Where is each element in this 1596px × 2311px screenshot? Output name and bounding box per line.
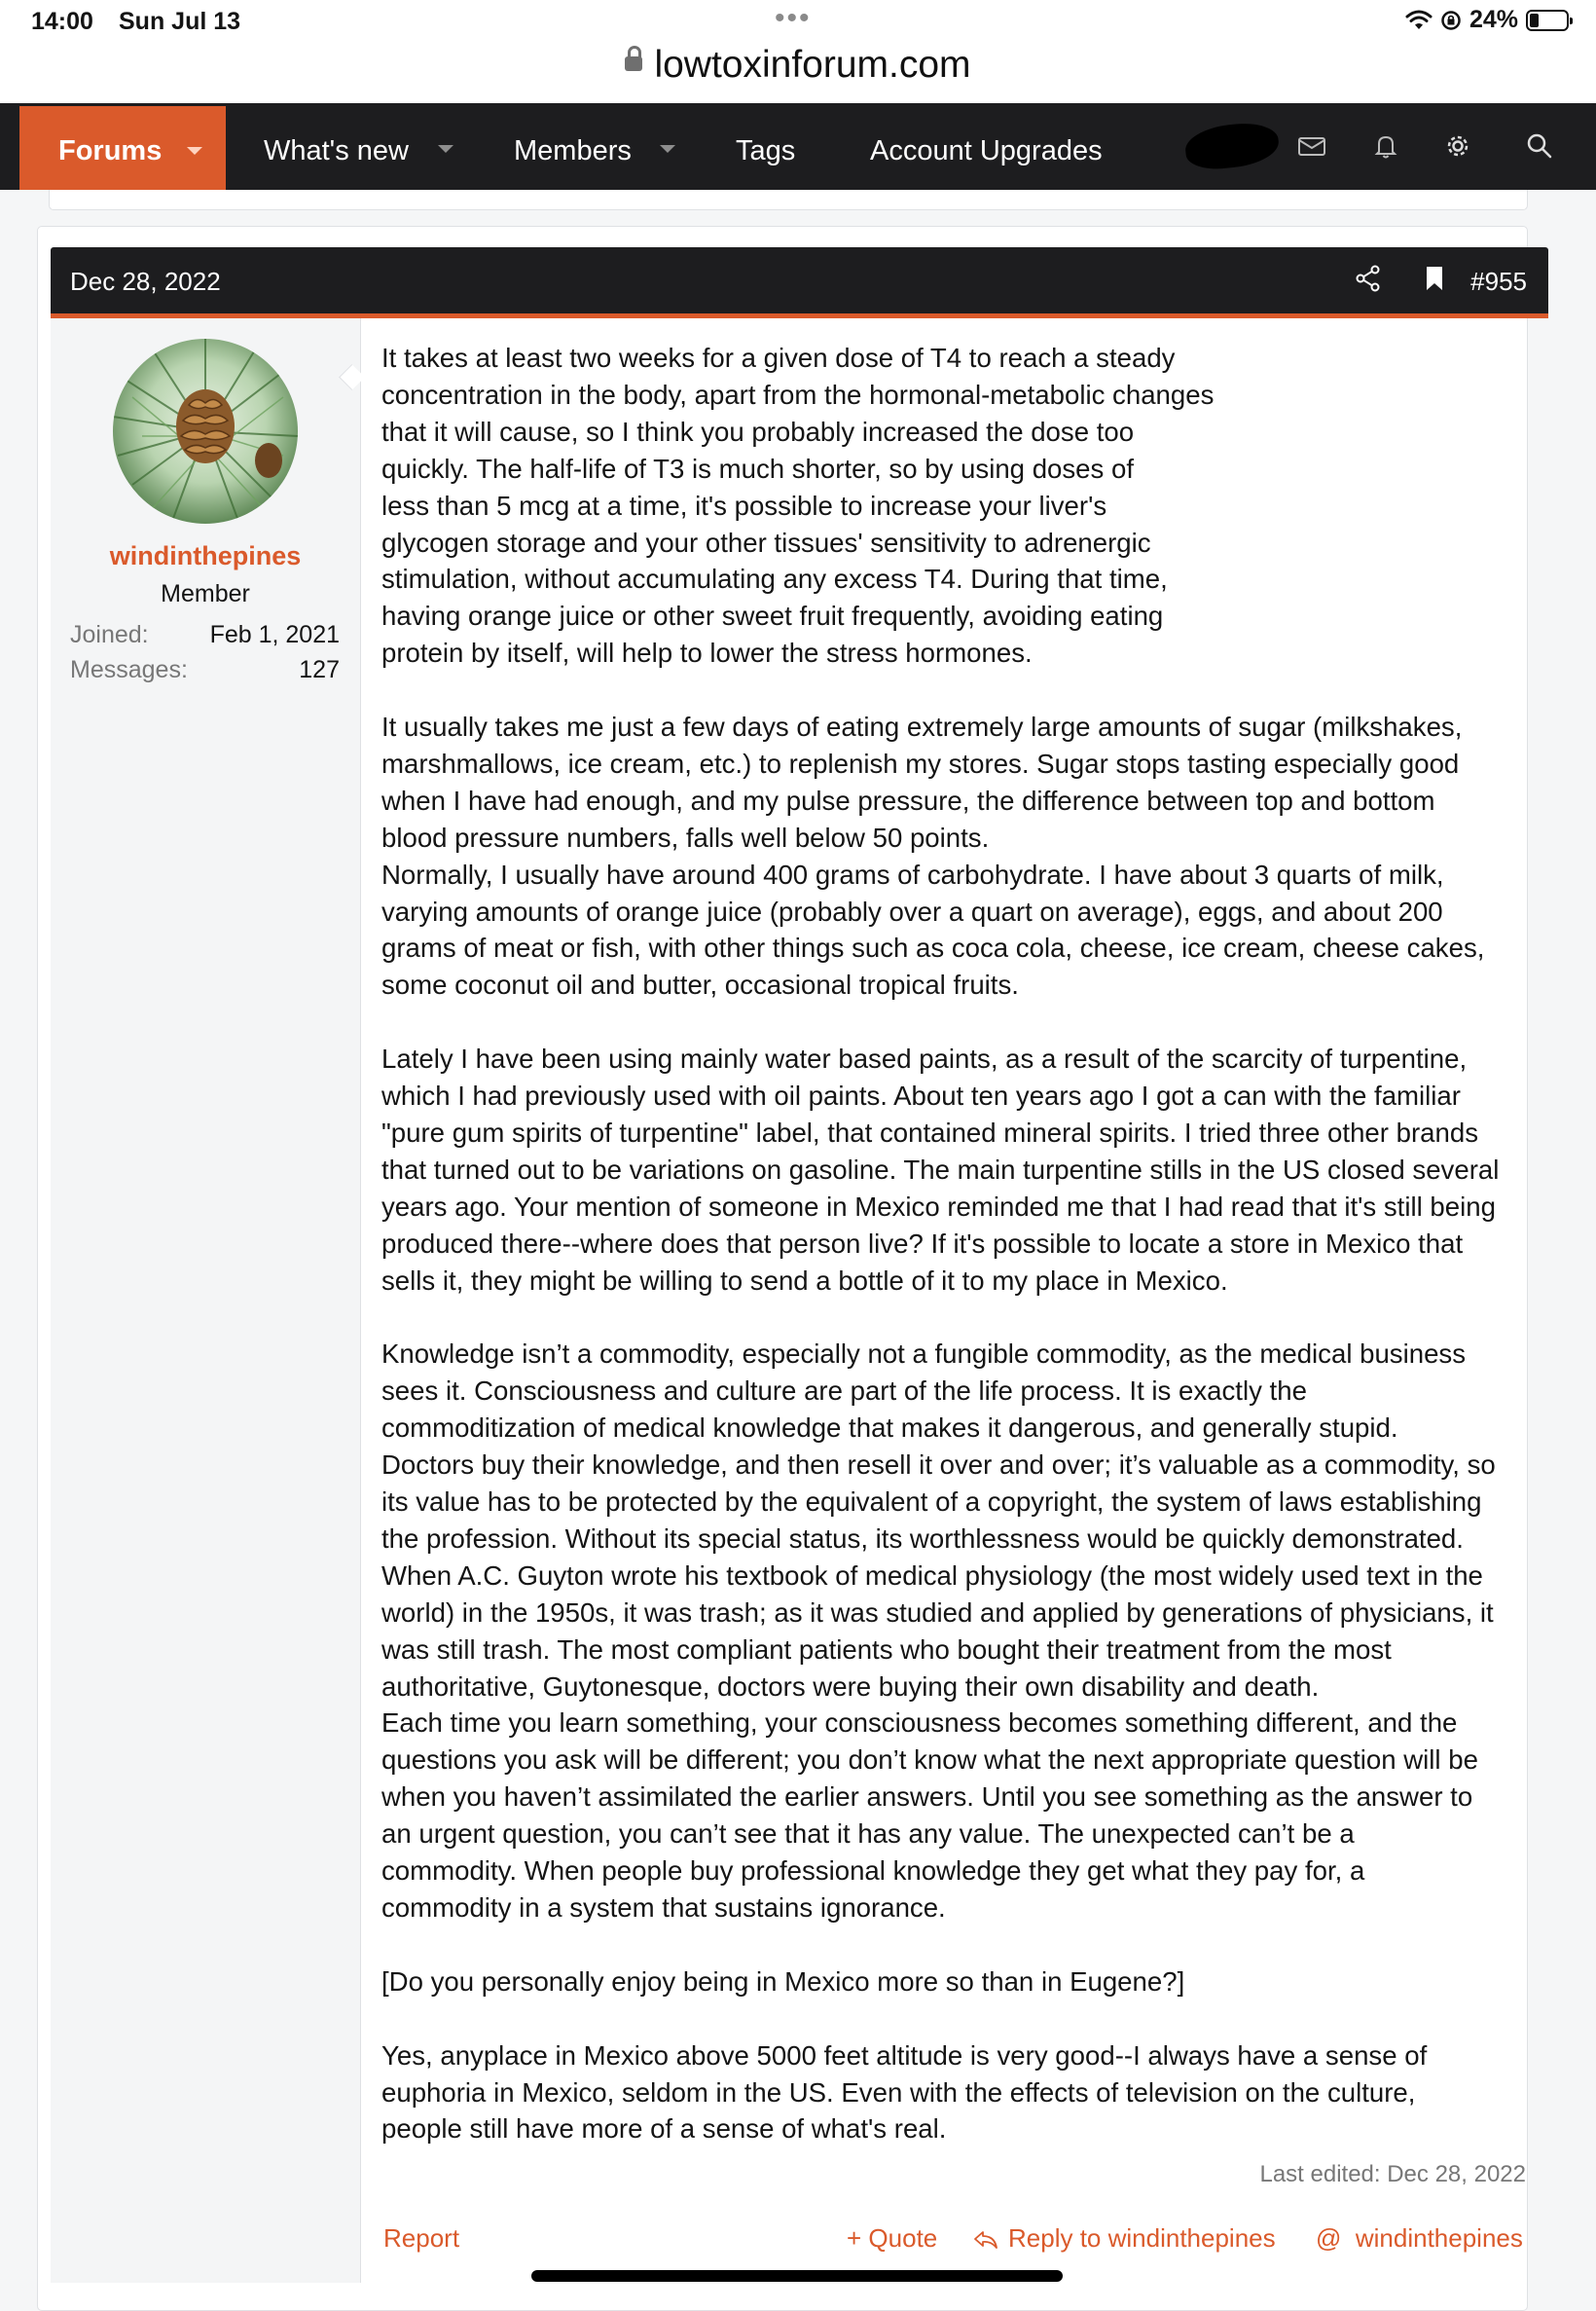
home-indicator[interactable]	[531, 2270, 1063, 2282]
mention-button[interactable]	[1316, 2223, 1523, 2254]
post-body	[381, 340, 1530, 2147]
status-date: Sun Jul 13	[119, 8, 241, 35]
reply-label: Reply to windinthepines	[1008, 2223, 1276, 2253]
status-bar	[0, 0, 1596, 39]
site-navbar	[0, 103, 1596, 190]
post-text-line: Each time you learn something, your consciousness becomes something different, and the	[381, 1707, 1458, 1739]
post-text-line: quickly. The half-life of T3 is much shorter, so by using doses of	[381, 453, 1135, 484]
post-text-line: its value has to be protected by the equivalent of a copyright, the system of laws establishing	[381, 1486, 1482, 1518]
mention-label: windinthepines	[1355, 2223, 1523, 2253]
post-text-line: grams of meat or fish, with other things such as coca cola, cheese, ice cream, cheese cakes,	[381, 933, 1485, 964]
wifi-icon	[1405, 10, 1433, 31]
nav-forums-label: Forums	[58, 135, 163, 166]
quote-label: Quote	[868, 2223, 938, 2253]
redacted-avatar[interactable]	[1183, 120, 1281, 172]
multitask-dots-icon[interactable]: •••	[775, 2, 812, 34]
post-text-line: the profession. Without its special status, its worthlessness would be quickly demonstrated.	[381, 1522, 1464, 1554]
address-bar[interactable]	[0, 39, 1596, 103]
post-text-line: Doctors buy their knowledge, and then resell it over and over; it’s valuable as a commodity, so	[381, 1449, 1496, 1481]
battery-percent: 24%	[1469, 6, 1518, 33]
messages-value[interactable]: 127	[299, 656, 340, 683]
post-text-line: euphoria in Mexico, seldom in the US. Even with the effects of television on the culture,	[381, 2076, 1416, 2108]
battery-icon	[1526, 10, 1569, 31]
post-text-line: marshmallows, ice cream, etc.) to replenish my stores. Sugar stops tasting especially good	[381, 748, 1460, 779]
last-edited[interactable]: Last edited: Dec 28, 2022	[1259, 2161, 1526, 2187]
nav-forums[interactable]	[19, 106, 226, 190]
previous-post-edge	[49, 190, 1528, 210]
screen-lock-icon	[1440, 10, 1462, 31]
post-text-line: sees it. Consciousness and culture are part of the life process. It is exactly the	[381, 1376, 1307, 1407]
reply-button[interactable]	[973, 2223, 1276, 2254]
post-text-line: glycogen storage and your other tissues' sensitivity to adrenergic	[381, 527, 1151, 558]
pinecone-avatar-image	[113, 339, 298, 524]
post-text-line: Normally, I usually have around 400 grams of carbohydrate. I have about 3 quarts of milk,	[381, 859, 1444, 890]
post-text-line: that turned out to be variations on gasoline. The main turpentine stills in the US closed several	[381, 1154, 1500, 1185]
nav-whats-new[interactable]: What's new	[264, 135, 409, 166]
post-text-line: concentration in the body, apart from the hormonal-metabolic changes	[381, 379, 1215, 410]
chevron-down-icon[interactable]	[660, 145, 675, 153]
post-number[interactable]: #955	[1470, 267, 1527, 296]
post-paragraph	[381, 340, 1530, 672]
post-text-line: people still have more of a sense of what's real.	[381, 2113, 947, 2145]
quote-button[interactable]	[847, 2223, 937, 2254]
messages-label: Messages:	[70, 656, 188, 683]
gear-icon[interactable]	[1442, 130, 1473, 162]
envelope-icon[interactable]	[1296, 130, 1327, 162]
post-text-line: world) in the 1950s, it was trash; as it was studied and applied by generations of physicians, it	[381, 1596, 1494, 1628]
chevron-down-icon[interactable]	[187, 147, 202, 155]
lock-icon	[625, 56, 642, 71]
post-text-line: It takes at least two weeks for a given dose of T4 to reach a steady	[381, 343, 1176, 373]
post-text-line: that it will cause, so I think you probably increased the dose too	[381, 416, 1135, 447]
post-paragraph	[381, 1336, 1530, 1926]
post-text-line: It usually takes me just a few days of eating extremely large amounts of sugar (milkshakes,	[381, 712, 1463, 743]
user-sidebar	[51, 318, 361, 2283]
post-text-line: Knowledge isn’t a commodity, especially not a fungible commodity, as the medical business	[381, 1339, 1467, 1370]
post-text-line: blood pressure numbers, falls well below 50 points.	[381, 822, 990, 853]
post-text-line: was still trash. The most compliant patients who bought their treatment from the most	[381, 1633, 1392, 1665]
nav-tags[interactable]: Tags	[736, 135, 796, 166]
joined-label: Joined:	[70, 621, 149, 648]
bell-icon[interactable]	[1370, 130, 1401, 162]
post-paragraph	[381, 1041, 1530, 1299]
post-date[interactable]: Dec 28, 2022	[70, 267, 221, 296]
joined-value: Feb 1, 2021	[209, 621, 340, 648]
post-paragraph	[381, 709, 1530, 1004]
post-text-line: "pure gum spirits of turpentine" label, that contained mineral spirits. I tried three other brands	[381, 1118, 1478, 1148]
at-icon: @	[1316, 2223, 1342, 2253]
post-text-line: varying amounts of orange juice (probably over a quart on average), eggs, and about 200	[381, 896, 1443, 927]
post-paragraph	[381, 1963, 1530, 2000]
post-text-line: Yes, anyplace in Mexico above 5000 feet altitude is very good--I always have a sense of	[381, 2039, 1428, 2071]
post-text-line: sells it, they might be willing to send a bottle of it to my place in Mexico.	[381, 1265, 1228, 1296]
post-text-line: questions you ask will be different; you don’t know what the next appropriate question will be	[381, 1744, 1478, 1776]
post-text-line: when I have had enough, and my pulse pressure, the difference between top and bottom	[381, 785, 1435, 816]
bookmark-icon[interactable]	[1425, 265, 1444, 292]
post-paragraph	[381, 2037, 1530, 2148]
post-text-line: years ago. Your mention of someone in Mexico reminded me that I had read that it's still being	[381, 1191, 1496, 1222]
post-text-line: stimulation, without accumulating any excess T4. During that time,	[381, 564, 1168, 595]
nav-members[interactable]: Members	[514, 135, 632, 166]
post-text-line: commodity in a system that sustains ignorance.	[381, 1892, 946, 1924]
url-text[interactable]: lowtoxinforum.com	[654, 44, 971, 86]
post-text-line: authoritative, Guytonesque, doctors were buying their own disability and death.	[381, 1670, 1320, 1702]
share-icon[interactable]	[1356, 265, 1381, 292]
post-header	[51, 247, 1548, 318]
avatar[interactable]	[113, 339, 298, 524]
post-text-line: protein by itself, will help to lower the stress hormones.	[381, 638, 1033, 669]
chevron-down-icon[interactable]	[438, 145, 453, 153]
nav-account-upgrades[interactable]: Account Upgrades	[870, 135, 1103, 166]
user-title: Member	[161, 580, 250, 607]
post-text-line: [Do you personally enjoy being in Mexico more so than in Eugene?]	[381, 1965, 1185, 1997]
report-link[interactable]: Report	[383, 2223, 460, 2253]
post-text-line: an urgent question, you can’t see that it has any value. The unexpected can’t be a	[381, 1818, 1355, 1850]
reply-arrow-icon	[973, 2230, 998, 2250]
post-text-line: When A.C. Guyton wrote his textbook of medical physiology (the most widely used text in the	[381, 1559, 1483, 1591]
plus-icon: +	[847, 2223, 862, 2253]
post-text-line: less than 5 mcg at a time, it's possible to increase your liver's	[381, 490, 1107, 521]
search-icon[interactable]	[1524, 130, 1555, 162]
post-text-line: having orange juice or other sweet fruit frequently, avoiding eating	[381, 601, 1164, 632]
status-time: 14:00	[31, 8, 93, 35]
post-text-line: commodity. When people buy professional knowledge they get what they pay for, a	[381, 1855, 1365, 1887]
post-text-line: when you haven’t assimilated the earlier answers. Until you see something as the answer to	[381, 1781, 1473, 1813]
post-text-line: some coconut oil and butter, occasional tropical fruits.	[381, 970, 1019, 1001]
username[interactable]: windinthepines	[109, 541, 302, 570]
post-text-line: which I had previously used with oil paints. About ten years ago I got a can with the familiar	[381, 1081, 1461, 1112]
post-text-line: produced there--where does that person live? If it's possible to locate a store in Mexico that	[381, 1228, 1464, 1259]
post-text-line: commoditization of medical knowledge that makes it dangerous, and generally stupid.	[381, 1412, 1398, 1444]
post-text-line: Lately I have been using mainly water based paints, as a result of the scarcity of turpentine,	[381, 1044, 1468, 1075]
